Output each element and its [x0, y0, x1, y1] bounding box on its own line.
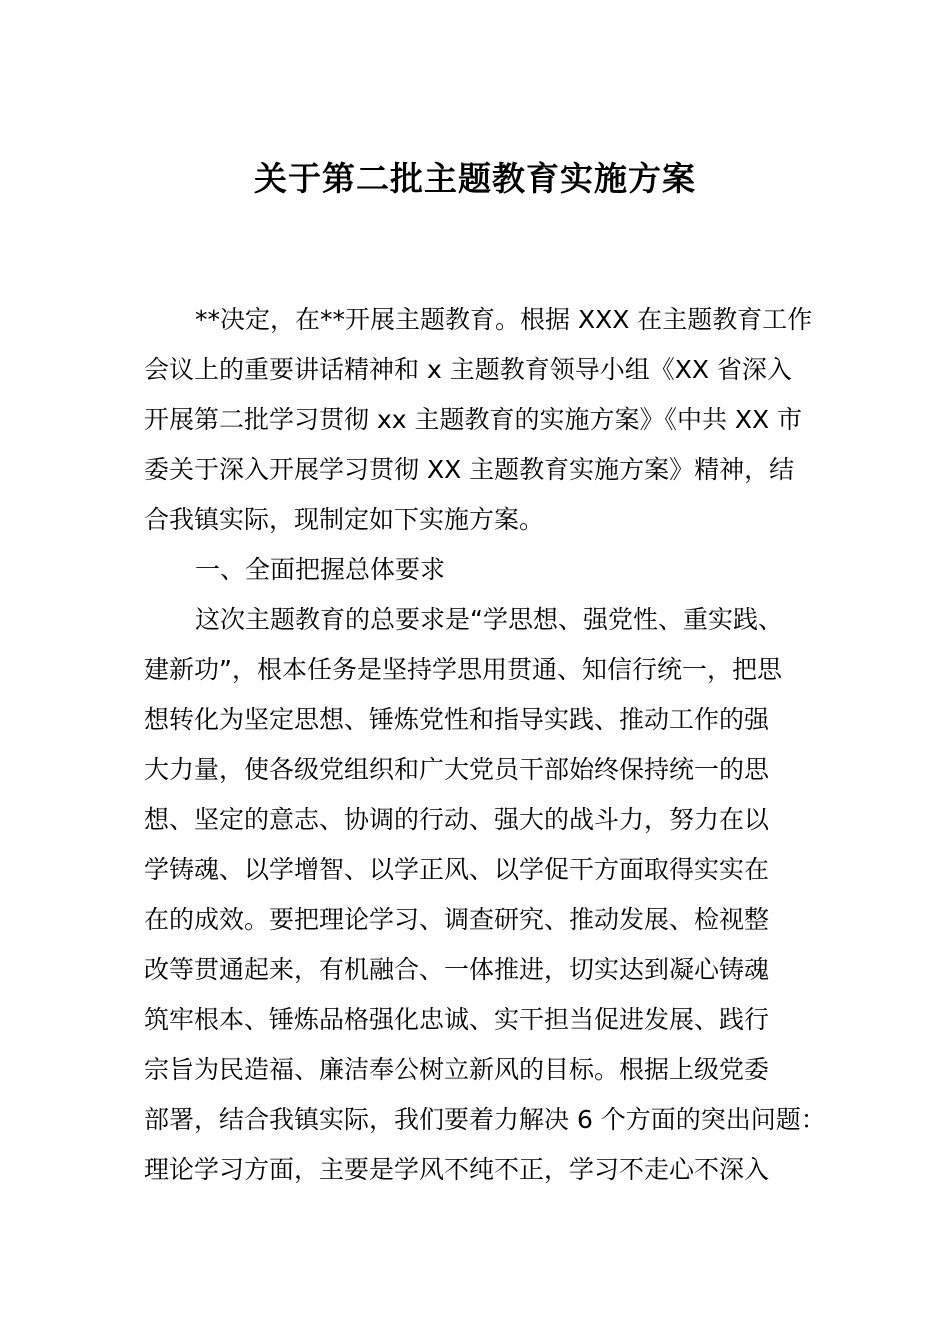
paragraph-intro-line-4: 委关于深入开展学习贯彻 XX 主题教育实施方案》精神，结	[144, 455, 795, 484]
paragraph-intro-line-1: **决定，在**开展主题教育。根据 XXX 在主题教育工作	[195, 305, 813, 334]
section-heading-1: 一、全面把握总体要求	[195, 555, 446, 584]
paragraph-intro-line-5: 合我镇实际，现制定如下实施方案。	[144, 505, 545, 534]
paragraph-requirements-line-1: 这次主题教育的总要求是“学思想、强党性、重实践、	[195, 605, 783, 634]
paragraph-requirements-line-9: 筑牢根本、锤炼品格强化忠诚、实干担当促进发展、践行	[144, 1005, 770, 1034]
paragraph-requirements-line-6: 学铸魂、以学增智、以学正风、以学促干方面取得实实在	[144, 855, 770, 884]
document-body	[144, 295, 826, 1195]
paragraph-requirements-line-3: 想转化为坚定思想、锤炼党性和指导实践、推动工作的强	[144, 705, 770, 734]
paragraph-intro-line-3: 开展第二批学习贯彻 xx 主题教育的实施方案》《中共 XX 市	[144, 405, 803, 434]
paragraph-requirements-line-12: 理论学习方面，主要是学风不纯不正，学习不走心不深入	[144, 1155, 770, 1184]
paragraph-requirements-line-10: 宗旨为民造福、廉洁奉公树立新风的目标。根据上级党委	[144, 1055, 770, 1084]
paragraph-requirements-line-2: 建新功”，根本任务是坚持学思用贯通、知信行统一，把思	[144, 655, 782, 684]
paragraph-requirements-line-7: 在的成效。要把理论学习、调查研究、推动发展、检视整	[144, 905, 770, 934]
paragraph-requirements-line-11: 部署，结合我镇实际，我们要着力解决 6 个方面的突出问题：	[144, 1105, 826, 1134]
paragraph-requirements-line-4: 大力量，使各级党组织和广大党员干部始终保持统一的思	[144, 755, 770, 784]
document-title: 关于第二批主题教育实施方案	[254, 159, 696, 198]
paragraph-intro-line-2: 会议上的重要讲话精神和 x 主题教育领导小组《XX 省深入	[144, 355, 792, 384]
paragraph-requirements-line-5: 想、坚定的意志、协调的行动、强大的战斗力，努力在以	[144, 805, 770, 834]
paragraph-requirements-line-8: 改等贯通起来，有机融合、一体推进，切实达到凝心铸魂	[144, 955, 770, 984]
